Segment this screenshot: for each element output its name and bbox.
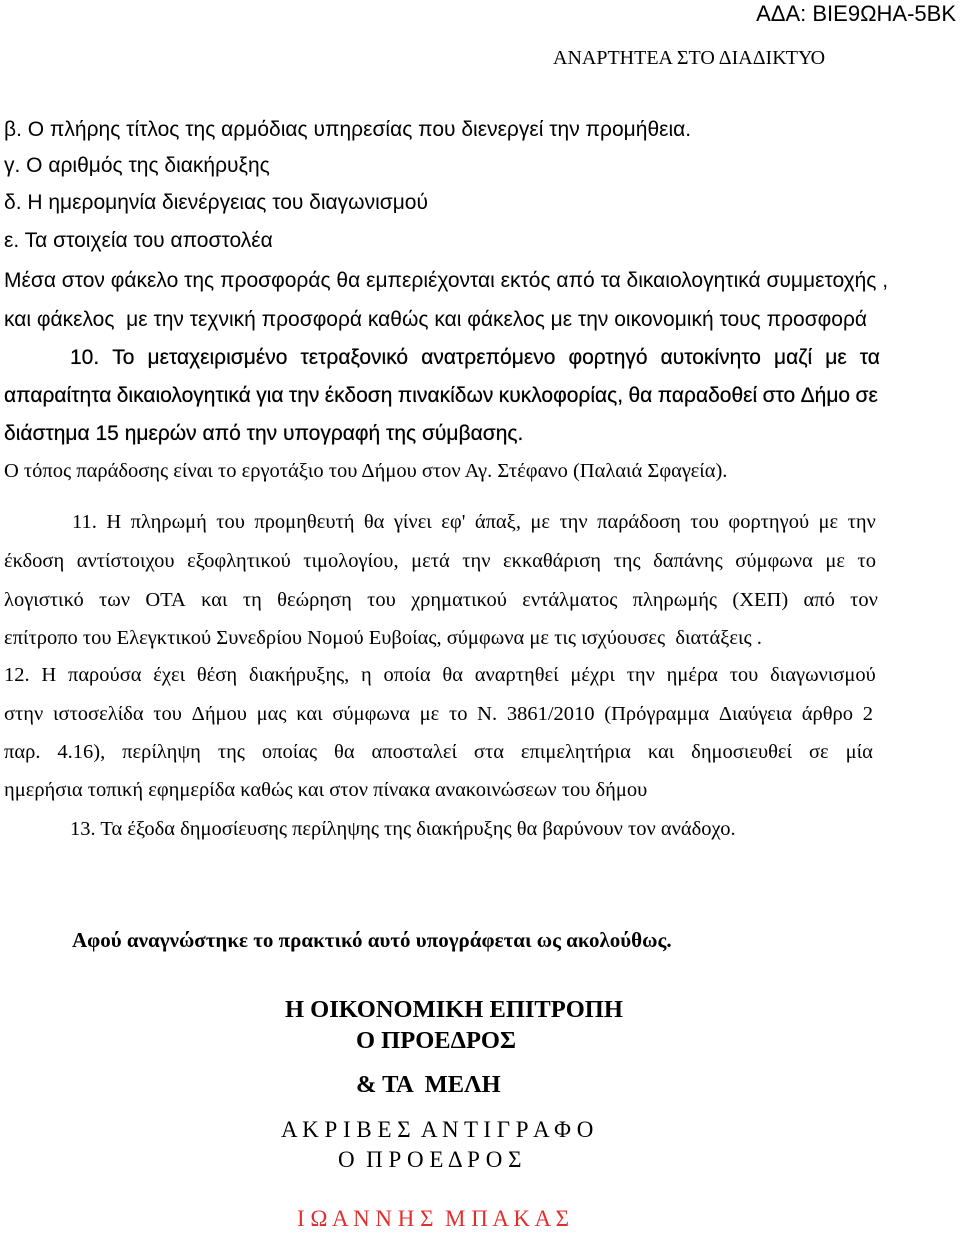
envelope-item: β. Ο πλήρης τίτλος της αρμόδιας υπηρεσίας που διενεργεί την προμήθεια. [4, 118, 692, 141]
clause-13: 13. Τα έξοδα δημοσίευσης περίληψης της διακήρυξης θα βαρύνουν τον ανάδοχο. [70, 818, 736, 840]
certified-copy-president: Ο Π Ρ Ο Ε Δ Ρ Ο Σ [338, 1147, 522, 1172]
closing-statement: Αφού αναγνώστηκε το πρακτικό αυτό υπογράφεται ως ακολούθως. [72, 928, 672, 952]
clause-12-line: ημερήσια τοπική εφημερίδα καθώς και στον πίνακα ανακοινώσεων του δήμου [4, 779, 648, 801]
certified-copy-label: Α Κ Ρ Ι Β Ε Σ Α Ν Τ Ι Γ Ρ Α Φ Ο [281, 1117, 594, 1142]
clause-11-line: επίτροπο του Ελεγκτικού Συνεδρίου Νομού Ευβοίας, σύμφωνα με τις ισχύουσες διατάξεις . [4, 627, 762, 649]
delivery-place: Ο τόπος παράδοσης είναι το εργοτάξιο του Δήμου στον Αγ. Στέφανο (Παλαιά Σφαγεία). [4, 460, 728, 482]
signature-members: & ΤΑ ΜΕΛΗ [356, 1071, 501, 1098]
ada-code: ΑΔΑ: ΒΙΕ9ΩΗΑ-5ΒΚ [756, 1, 956, 26]
clause-10-line: 10. Το μεταχειρισμένο τετραξονικό ανατρεπόμενο φορτηγό αυτοκίνητο μαζί με τα [70, 346, 880, 369]
clause-12-line: στην ιστοσελίδα του Δήμου μας και σύμφωνα με το Ν. 3861/2010 (Πρόγραμμα Διαύγεια άρθρο 2 [4, 703, 873, 725]
clause-12-line: 12. Η παρούσα έχει θέση διακήρυξης, η οποία θα αναρτηθεί μέχρι την ημέρα του διαγωνισμού [4, 664, 876, 686]
signature-committee: Η ΟΙΚΟΝΟΜΙΚΗ ΕΠΙΤΡΟΠΗ [285, 996, 623, 1023]
clause-10-line: διάστημα 15 ημερών από την υπογραφή της σύμβασης. [4, 422, 524, 445]
envelope-contents-line: Μέσα στον φάκελο της προσφοράς θα εμπεριέχονται εκτός από τα δικαιολογητικά συμμετοχής , [4, 269, 889, 292]
posting-notice: ΑΝΑΡΤΗΤΕΑ ΣΤΟ ΔΙΑΔΙΚΤΥΟ [553, 47, 826, 69]
envelope-item: γ. Ο αριθμός της διακήρυξης [4, 154, 270, 177]
clause-12-line: παρ. 4.16), περίληψη της οποίας θα αποσταλεί στα επιμελητήρια και δημοσιευθεί σε μία [4, 741, 873, 763]
envelope-contents-line: και φάκελος με την τεχνική προσφορά καθώς και φάκελος με την οικονομική τους προσφορά [4, 308, 868, 331]
clause-11-line: λογιστικό των ΟΤΑ και τη θεώρηση του χρηματικού εντάλματος πληρωμής (ΧΕΠ) από τον [4, 589, 878, 611]
clause-10-line: απαραίτητα δικαιολογητικά για την έκδοση πινακίδων κυκλοφορίας, θα παραδοθεί στο Δήμο σε [4, 384, 878, 407]
clause-11-line: 11. Η πληρωμή του προμηθευτή θα γίνει εφ' άπαξ, με την παράδοση του φορτηγού με την [72, 511, 876, 533]
envelope-item: δ. Η ημερομηνία διενέργειας του διαγωνισμού [4, 191, 428, 214]
clause-11-line: έκδοση αντίστοιχου εξοφλητικού τιμολογίου, μετά την εκκαθάριση της δαπάνης σύμφωνα με το [4, 550, 876, 572]
envelope-item: ε. Τα στοιχεία του αποστολέα [4, 229, 273, 252]
signatory-name: Ι Ω Α Ν Ν Η Σ Μ Π Α Κ Α Σ [297, 1206, 569, 1231]
signature-president: Ο ΠΡΟΕΔΡΟΣ [356, 1027, 517, 1054]
